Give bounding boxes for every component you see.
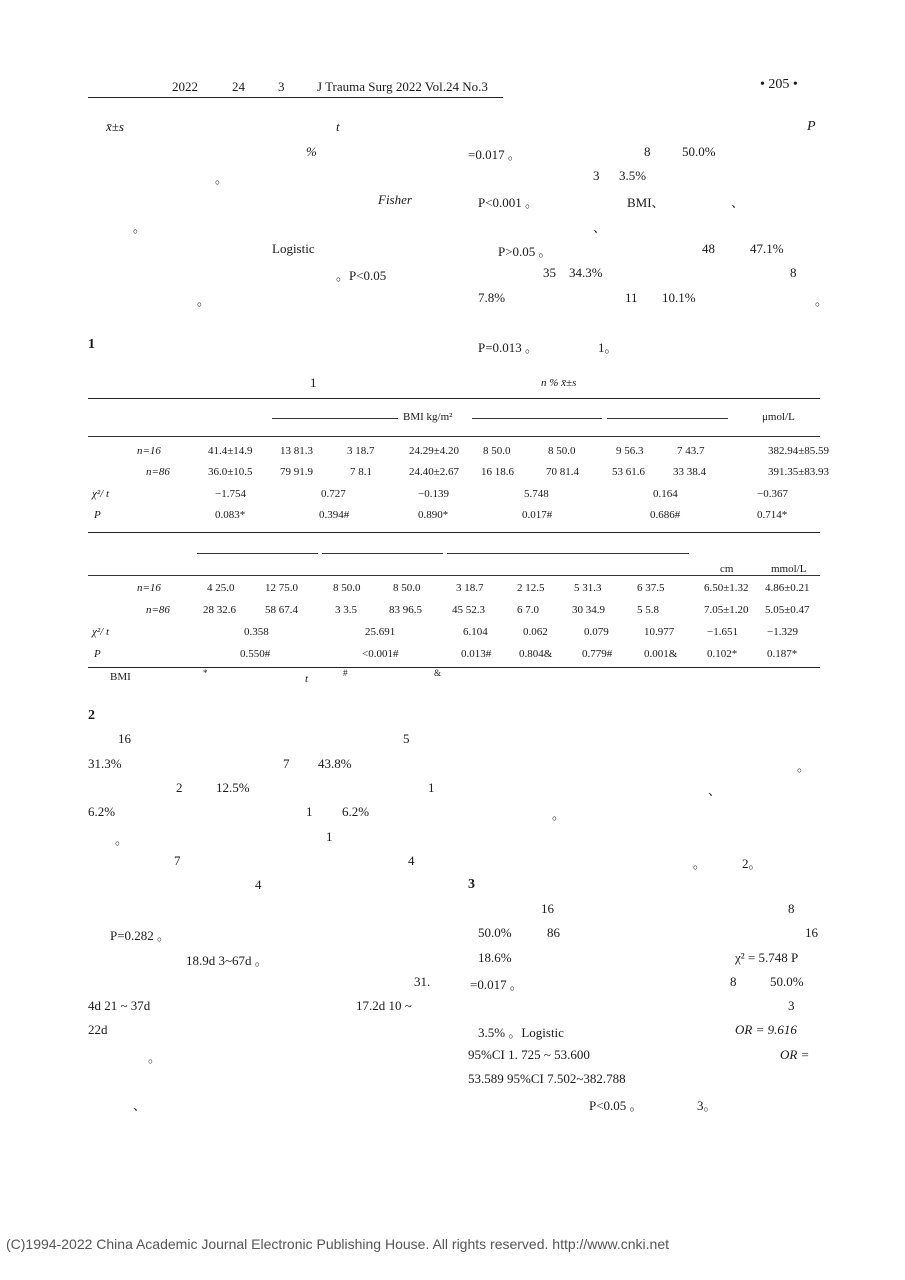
section-3-heading: 3	[468, 877, 475, 892]
cell: 58 67.4	[265, 604, 298, 616]
text: 、	[593, 220, 607, 235]
text: 7	[283, 756, 290, 771]
text: 7	[174, 853, 181, 868]
cell: −0.139	[418, 488, 449, 500]
cell: 3 18.7	[347, 445, 375, 457]
cell: 30 34.9	[572, 604, 605, 616]
cell: 33 38.4	[673, 466, 706, 478]
cell: 6 37.5	[637, 582, 665, 594]
cell: 0.804&	[519, 648, 553, 660]
text: 4	[408, 853, 415, 868]
cell: 5 31.3	[574, 582, 602, 594]
text: 8	[644, 144, 651, 159]
header-rule	[88, 436, 820, 437]
cell: 0.727	[321, 488, 346, 500]
text: 18.9d 3~67d 。	[186, 953, 268, 968]
text: 、	[731, 195, 745, 210]
text: 5	[403, 731, 410, 746]
text: P=0.282 。	[110, 928, 171, 943]
cell: 6.50±1.32	[704, 582, 749, 594]
text: P>0.05 。	[498, 244, 552, 259]
row-label: n=86	[146, 604, 170, 616]
header-page-number: • 205 •	[760, 77, 798, 92]
text: 53.589 95%CI 7.502~382.788	[468, 1071, 626, 1086]
text: 4d 21 ~ 37d	[88, 998, 151, 1013]
text: 50.0%	[478, 925, 512, 940]
p-symbol: P	[807, 119, 816, 134]
cell: 0.164	[653, 488, 678, 500]
cell: 3 18.7	[456, 582, 484, 594]
text: 8	[730, 974, 737, 989]
copyright-footer: (C)1994-2022 China Academic Journal Electronic Publishing House. All rights reserved. http://www.cnki.net	[6, 1236, 669, 1252]
text: 34.3%	[569, 265, 603, 280]
cell: 12 75.0	[265, 582, 298, 594]
cell: 0.890*	[418, 509, 449, 521]
cell: 6 7.0	[517, 604, 539, 616]
punct: 。	[797, 759, 811, 774]
text: 3。	[697, 1098, 717, 1113]
header-journal: J Trauma Surg 2022 Vol.24 No.3	[317, 79, 488, 94]
cell: 45 52.3	[452, 604, 485, 616]
text: 47.1%	[750, 241, 784, 256]
text: =0.017 。	[468, 147, 521, 162]
cell: 0.102*	[707, 648, 738, 660]
punct: 。	[133, 220, 147, 235]
text: 1	[306, 804, 313, 819]
cell: 3 3.5	[335, 604, 357, 616]
cell: 70 81.4	[546, 466, 579, 478]
cell: −1.754	[215, 488, 246, 500]
text: 。	[815, 293, 829, 308]
text: 1。	[598, 340, 618, 355]
cell: 391.35±83.93	[768, 466, 830, 478]
cell: 0.779#	[582, 648, 613, 660]
row-label: P	[94, 509, 101, 521]
cell: 28 32.6	[203, 604, 236, 616]
header-rule	[88, 575, 820, 576]
text: 18.6%	[478, 950, 512, 965]
cell: 24.29±4.20	[409, 445, 460, 457]
unit-header: μmol/L	[762, 411, 795, 423]
cell: 382.94±85.59	[768, 445, 830, 457]
cell: 0.001&	[644, 648, 678, 660]
cell: 0.013#	[461, 648, 492, 660]
row-label: χ²/ t	[92, 626, 109, 638]
header-issue: 3	[278, 79, 285, 94]
text: 16	[805, 925, 818, 940]
cell: 13 81.3	[280, 445, 313, 457]
percent-symbol: %	[306, 144, 317, 159]
section-1-heading: 1	[88, 337, 95, 352]
table-mid-rule	[88, 532, 820, 533]
cell: 0.062	[523, 626, 548, 638]
section-2-heading: 2	[88, 708, 95, 723]
cell: 8 50.0	[333, 582, 361, 594]
cell: −1.329	[767, 626, 798, 638]
cell: 0.079	[584, 626, 609, 638]
cell: 5.748	[524, 488, 549, 500]
text: 7.8%	[478, 290, 506, 305]
text: 3	[593, 168, 600, 183]
text: 11	[625, 290, 638, 305]
cell: 0.083*	[215, 509, 246, 521]
text: 2	[176, 780, 183, 795]
row-label: P	[94, 648, 101, 660]
text: 31.	[414, 974, 431, 989]
fisher-text: Fisher	[378, 192, 412, 207]
t-symbol: t	[336, 119, 340, 134]
cell: 0.714*	[757, 509, 788, 521]
text: 12.5%	[216, 780, 250, 795]
header-span-line	[607, 418, 728, 419]
text: 2。	[742, 856, 762, 871]
cell: 0.394#	[319, 509, 350, 521]
cell: 25.691	[365, 626, 396, 638]
cell: 83 96.5	[389, 604, 422, 616]
punct: 。	[552, 807, 566, 822]
punct: 。	[215, 171, 229, 186]
cell: 0.550#	[240, 648, 271, 660]
cell: −0.367	[757, 488, 788, 500]
header-span-line	[272, 418, 398, 419]
text: 48	[702, 241, 715, 256]
text: 1	[428, 780, 435, 795]
cell: 4 25.0	[207, 582, 235, 594]
header-rule	[88, 97, 503, 98]
logistic-text: Logistic	[272, 241, 315, 256]
punct: 、	[708, 783, 722, 798]
note-symbol: #	[343, 668, 348, 678]
text: 4	[255, 877, 262, 892]
table-title-number: 1	[310, 375, 317, 390]
row-label: n=16	[137, 445, 161, 457]
p-text: 。P<0.05	[336, 268, 387, 283]
note-t: t	[305, 673, 309, 685]
text: 10.1%	[662, 290, 696, 305]
note-symbol: &	[434, 668, 442, 678]
text: P=0.013 。	[478, 340, 539, 355]
text: P<0.05 。	[589, 1098, 643, 1113]
text: 16	[541, 901, 554, 916]
cell: 7 43.7	[677, 445, 705, 457]
text: 3	[788, 998, 795, 1013]
punct: 。	[148, 1050, 162, 1065]
cm-header: cm	[720, 563, 734, 575]
text: χ² = 5.748 P	[735, 950, 799, 965]
text: 6.2%	[88, 804, 116, 819]
cell: 53 61.6	[612, 466, 645, 478]
cell: 8 50.0	[393, 582, 421, 594]
text: 50.0%	[770, 974, 804, 989]
bmi-header: BMI kg/m²	[403, 411, 453, 423]
cell: 6.104	[463, 626, 488, 638]
text: 35	[543, 265, 556, 280]
note-bmi: BMI	[110, 671, 131, 683]
text: 8	[790, 265, 797, 280]
cell: 0.187*	[767, 648, 798, 660]
cell: 4.86±0.21	[765, 582, 810, 594]
header-span-line	[197, 553, 318, 554]
cell: 41.4±14.9	[208, 445, 253, 457]
cell: 5 5.8	[637, 604, 659, 616]
cell: 10.977	[644, 626, 675, 638]
text: =0.017 。	[470, 977, 523, 992]
row-label: n=86	[146, 466, 170, 478]
text: 31.3%	[88, 756, 122, 771]
text: 1	[326, 829, 333, 844]
cell: 8 50.0	[548, 445, 576, 457]
text: 86	[547, 925, 560, 940]
header-year: 2022	[172, 79, 198, 94]
cell: 9 56.3	[616, 445, 644, 457]
header-span-line	[322, 553, 443, 554]
header-span-line	[447, 553, 689, 554]
table-bottom-rule	[88, 667, 820, 668]
cell: 7.05±1.20	[704, 604, 749, 616]
text: BMI、	[627, 195, 665, 210]
cell: 8 50.0	[483, 445, 511, 457]
text: 3.5%	[619, 168, 647, 183]
text: 16	[118, 731, 131, 746]
text: 8	[788, 901, 795, 916]
punct: 。	[197, 293, 211, 308]
cell: 2 12.5	[517, 582, 545, 594]
cell: −1.651	[707, 626, 738, 638]
text: 95%CI 1. 725 ~ 53.600	[468, 1047, 590, 1062]
cell: 0.017#	[522, 509, 553, 521]
cell: 16 18.6	[481, 466, 514, 478]
mmol-header: mmol/L	[771, 563, 807, 575]
cell: 5.05±0.47	[765, 604, 810, 616]
punct: 。	[693, 856, 707, 871]
text: 17.2d 10 ~	[356, 998, 412, 1013]
mean-sd-symbol: x̄±s	[106, 119, 124, 134]
cell: <0.001#	[362, 648, 399, 660]
text: 3.5% 。Logistic	[478, 1025, 564, 1040]
text: 22d	[88, 1022, 108, 1037]
cell: 79 91.9	[280, 466, 313, 478]
table-top-rule	[88, 398, 820, 399]
header-volume: 24	[232, 79, 245, 94]
cell: 7 8.1	[350, 466, 372, 478]
row-label: χ²/ t	[92, 488, 109, 500]
text: 6.2%	[342, 804, 370, 819]
cell: 0.686#	[650, 509, 681, 521]
punct: 。	[115, 832, 129, 847]
text: OR = 9.616	[735, 1022, 797, 1037]
cell: 24.40±2.67	[409, 466, 460, 478]
text: 43.8%	[318, 756, 352, 771]
text: P<0.001 。	[478, 195, 539, 210]
note-symbol: *	[203, 668, 208, 678]
cell: 36.0±10.5	[208, 466, 253, 478]
cell: 0.358	[244, 626, 269, 638]
text: 50.0%	[682, 144, 716, 159]
row-label: n=16	[137, 582, 161, 594]
table-title-units: n % x̄±s	[541, 377, 577, 389]
text: OR =	[780, 1047, 810, 1062]
punct: 、	[133, 1098, 147, 1113]
header-span-line	[472, 418, 602, 419]
